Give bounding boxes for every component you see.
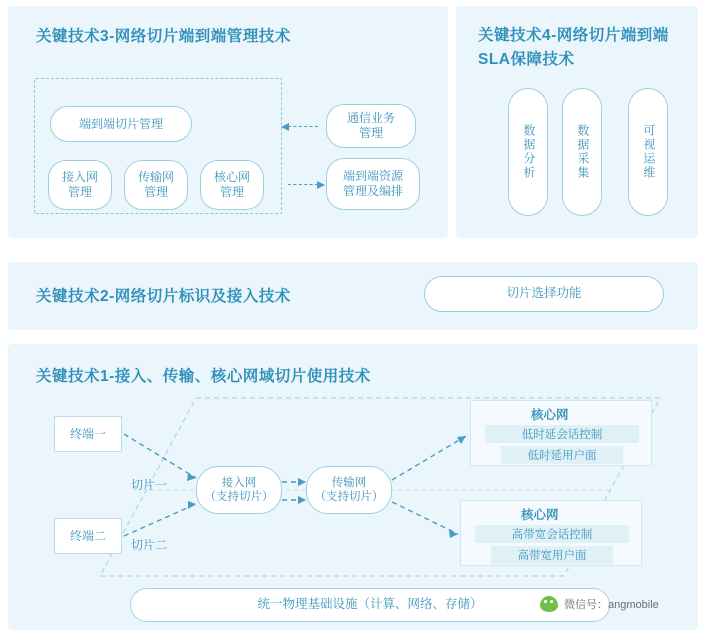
box-communication-service-management (326, 104, 416, 148)
box-slice-selection-function-label: 切片选择功能 (506, 286, 582, 301)
terminal-two-label: 终端二 (69, 528, 106, 543)
panel-tech1-title: 关键技术1-接入、传输、核心网域切片使用技术 (36, 368, 371, 385)
box-transport-network-node-label: 传输网 （支持切片） (314, 476, 384, 503)
pillar-visual-operations-label: 可视运维 (641, 124, 656, 180)
core-network-high-bandwidth-session-control: 高带宽会话控制 (475, 525, 629, 543)
box-transport-network-management-label: 传输网 管理 (137, 170, 174, 199)
box-access-network-node-label: 接入网 （支持切片） (204, 476, 274, 503)
pillar-data-collection-label: 数据采集 (575, 124, 590, 180)
slice-two-label: 切片二 (131, 538, 168, 552)
pillar-data-collection (562, 88, 602, 216)
core-network-slab-low-latency-title: 核心网 (531, 408, 569, 422)
core-network-low-latency-user-plane: 低时延用户面 (501, 446, 623, 464)
terminal-one-box (54, 416, 122, 452)
box-communication-service-management-label: 通信业务 管理 (346, 111, 395, 140)
panel-tech2-title: 关键技术2-网络切片标识及接入技术 (36, 288, 291, 305)
box-core-network-management (200, 160, 264, 210)
box-transport-network-node (306, 466, 392, 514)
box-access-network-management-label: 接入网 管理 (61, 170, 98, 199)
credit-text: 微信号：angmobile (564, 599, 659, 611)
box-e2e-slice-management (50, 106, 192, 142)
box-access-network-management (48, 160, 112, 210)
pillar-data-analysis-label: 数据分析 (521, 124, 536, 180)
box-e2e-slice-management-label: 端到端切片管理 (78, 116, 163, 131)
pillar-data-analysis (508, 88, 548, 216)
core-network-high-bandwidth-user-plane: 高带宽用户面 (491, 546, 613, 564)
panel-tech4-title: 关键技术4-网络切片端到端SLA保障技术 (478, 27, 669, 69)
terminal-one-label: 终端一 (69, 426, 106, 441)
terminal-two-box (54, 518, 122, 554)
box-transport-network-management (124, 160, 188, 210)
box-e2e-resource-management-label: 端到端资源 管理及编排 (342, 169, 403, 198)
box-unified-physical-infrastructure (130, 588, 610, 622)
credit-watermark (540, 596, 659, 612)
box-slice-selection-function (424, 276, 664, 312)
core-network-slab-high-bandwidth-title: 核心网 (521, 508, 559, 522)
box-core-network-management-label: 核心网 管理 (213, 170, 250, 199)
arrow-right-resource-management (288, 184, 318, 185)
pillar-visual-operations (628, 88, 668, 216)
core-network-slab-high-bandwidth (460, 500, 642, 566)
wechat-icon (540, 596, 558, 612)
arrow-left-service-management (288, 126, 318, 127)
panel-tech3-title: 关键技术3-网络切片端到端管理技术 (36, 28, 291, 45)
box-unified-physical-infrastructure-label: 统一物理基础设施（计算、网络、存储） (257, 597, 483, 612)
slice-one-label: 切片一 (131, 478, 168, 492)
core-network-slab-low-latency (470, 400, 652, 466)
core-network-low-latency-session-control: 低时延会话控制 (485, 425, 639, 443)
box-access-network-node (196, 466, 282, 514)
box-e2e-resource-management (326, 158, 420, 210)
